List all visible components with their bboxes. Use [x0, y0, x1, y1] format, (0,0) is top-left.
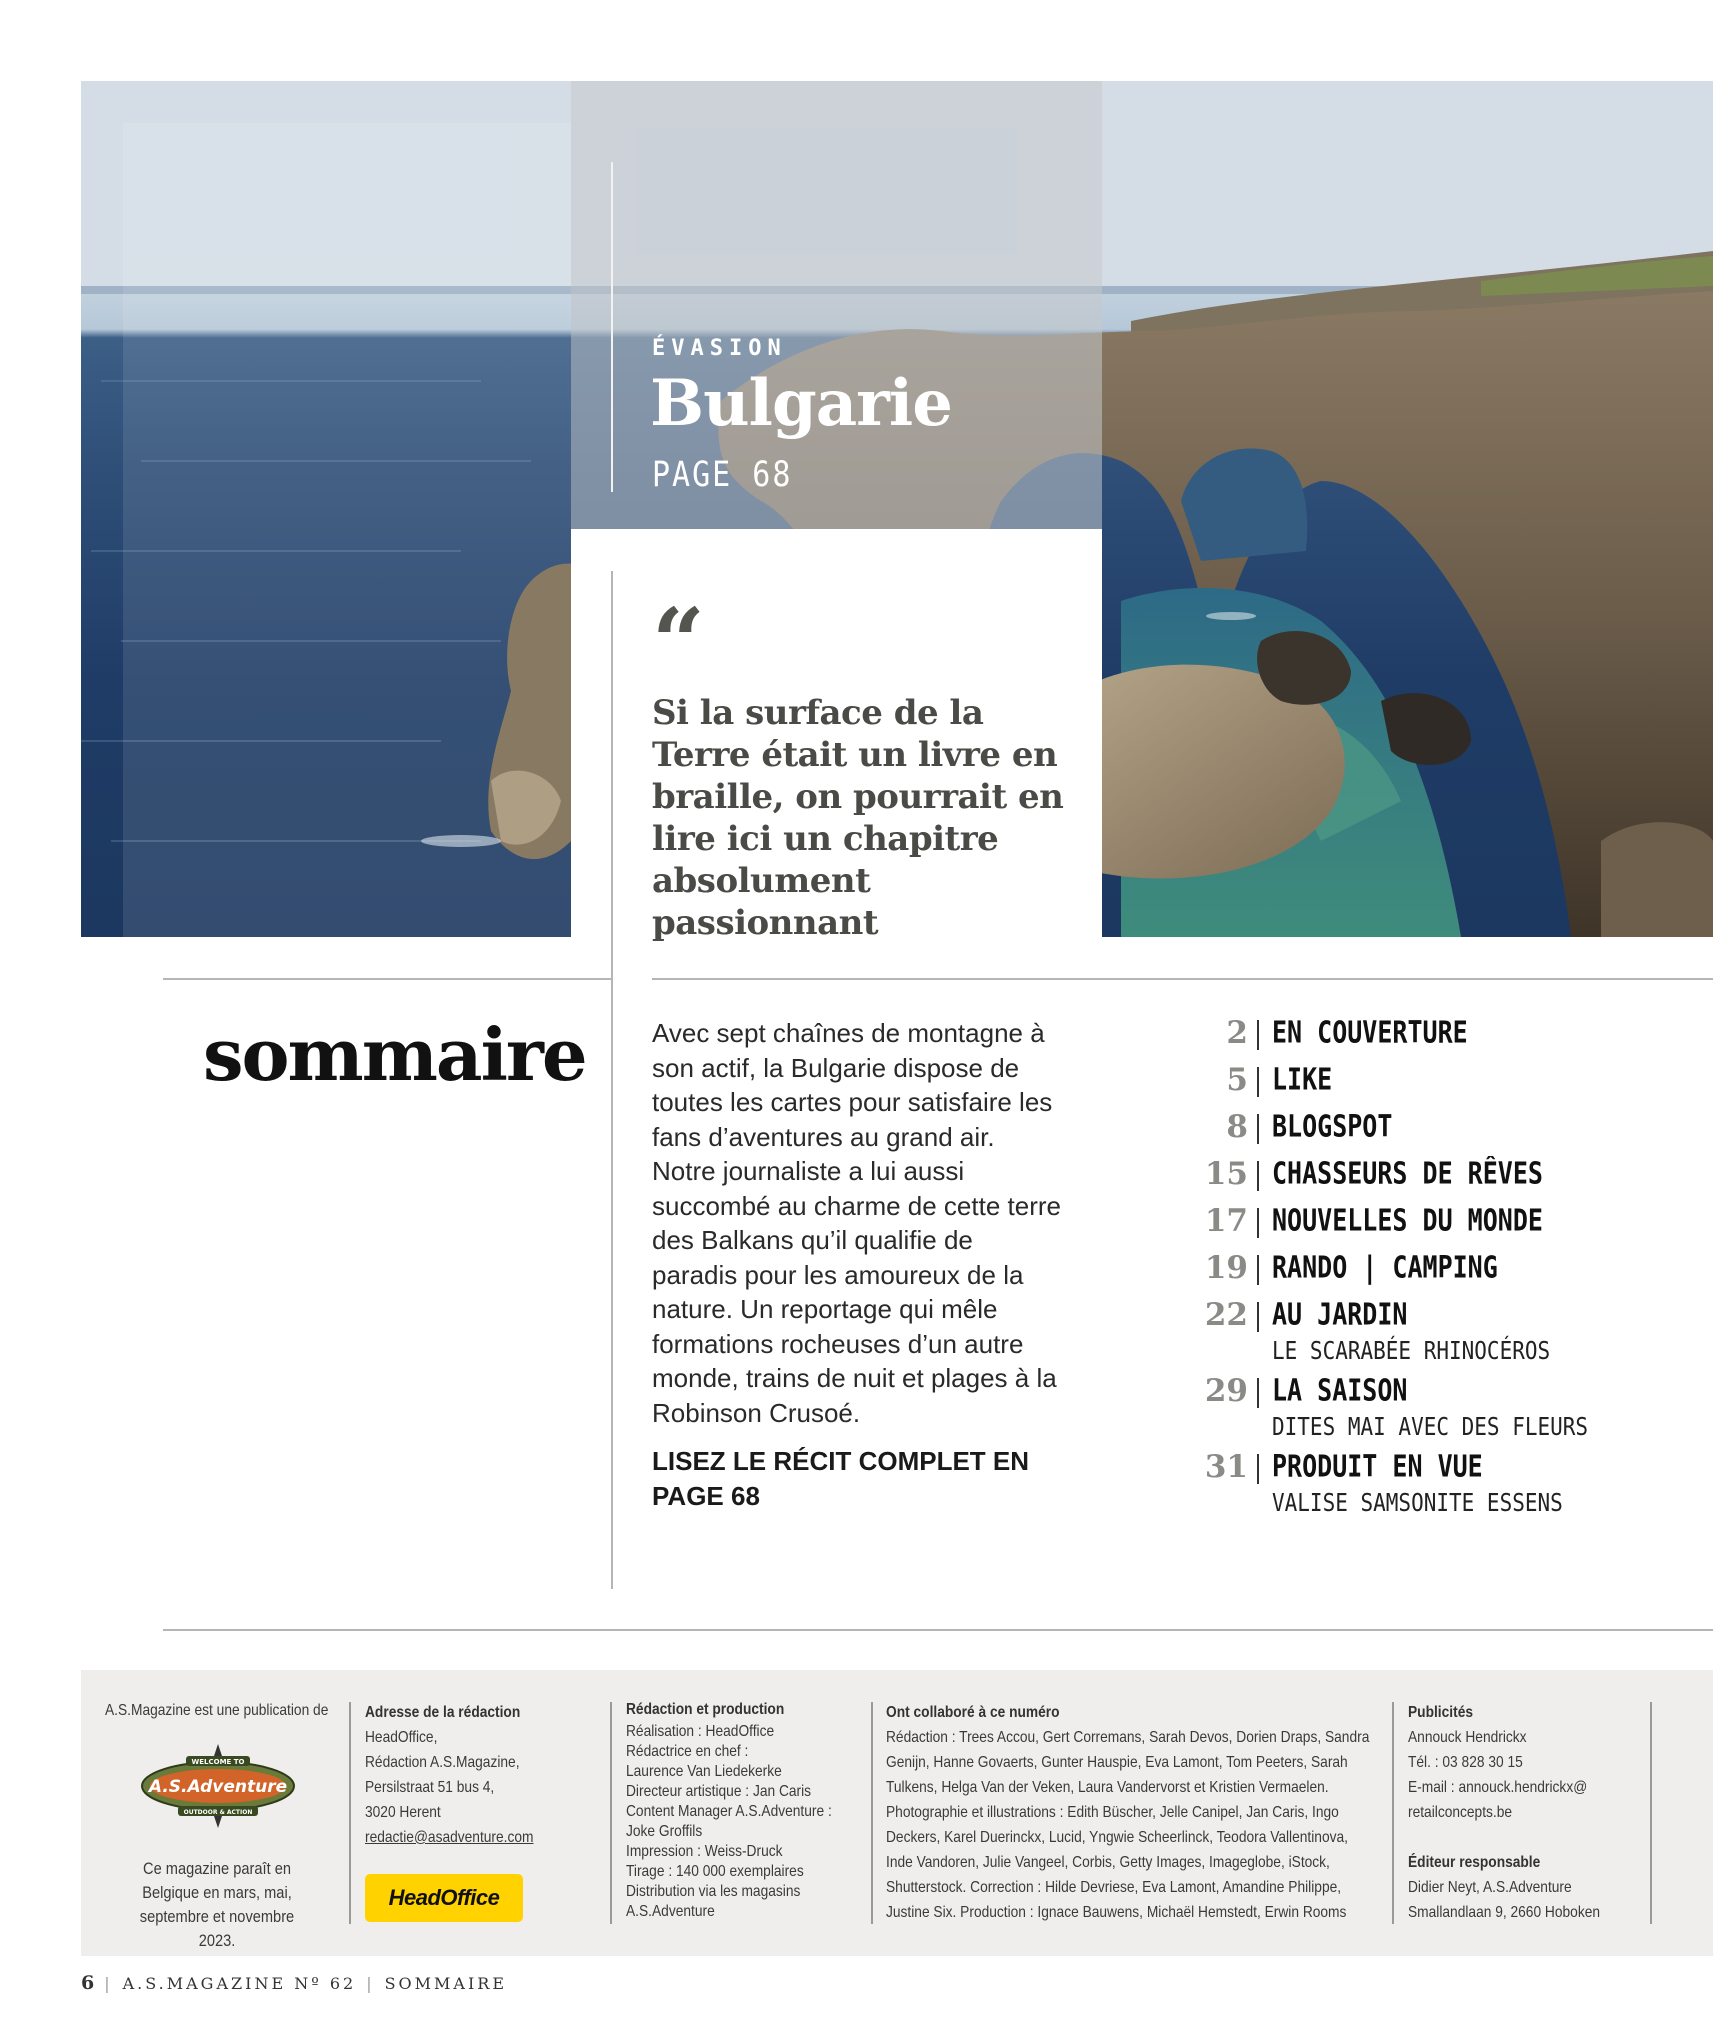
toc-separator [1257, 1208, 1259, 1238]
editor-line: Smallandlaan 9, 2660 Hoboken [1408, 1904, 1601, 1921]
address-line: Persilstraat 51 bus 4, [365, 1779, 495, 1796]
contributors-heading: Ont collaboré à ce numéro [886, 1704, 1060, 1721]
ads-line: Annouck Hendrickx [1408, 1729, 1527, 1746]
contributors-credits [886, 1700, 1369, 1925]
title-divider [611, 162, 613, 492]
page-number: 6 [81, 1972, 95, 1994]
page-title: sommaire [203, 1012, 586, 1097]
ads-heading: Publicités [1408, 1704, 1473, 1721]
toc-entry[interactable] [1180, 1296, 1700, 1366]
toc-label: CHASSEURS DE RÊVES [1272, 1156, 1543, 1191]
section-divider [163, 978, 611, 980]
colophon-divider [871, 1702, 873, 1924]
toc-page-number: 2 [1226, 1015, 1248, 1051]
editorial-email-link[interactable]: redactie@asadventure.com [365, 1829, 534, 1846]
contributors-line: Justine Six. Production : Ignace Bauwens, Michaël Hemstedt, Erwin Rooms [886, 1904, 1347, 1921]
ads-email[interactable]: E-mail : annouck.hendrickx@ [1408, 1779, 1588, 1796]
toc-label: RANDO | CAMPING [1272, 1250, 1498, 1285]
production-heading: Rédaction et production [626, 1701, 785, 1718]
toc-entry[interactable] [1180, 1202, 1700, 1240]
toc-page-number: 15 [1204, 1156, 1248, 1192]
hero-photo-overlay [123, 123, 571, 937]
contributors-line: Rédaction : Trees Accou, Gert Corremans, Sarah Devos, Dorien Draps, Sandra [886, 1729, 1370, 1746]
toc-page-number: 5 [1226, 1062, 1248, 1098]
toc-sublabel: VALISE SAMSONITE ESSENS [1272, 1488, 1563, 1518]
toc-page-number: 31 [1204, 1449, 1248, 1485]
toc-entry[interactable] [1180, 1061, 1700, 1099]
toc-separator [1257, 1255, 1259, 1285]
colophon-divider [1392, 1702, 1394, 1924]
svg-text:OUTDOOR & ACTION: OUTDOOR & ACTION [183, 1809, 253, 1816]
toc-label: LA SAISON [1272, 1373, 1408, 1408]
as-adventure-logo [138, 1740, 298, 1832]
read-more-link[interactable]: LISEZ LE RÉCIT COMPLET EN PAGE 68 [652, 1446, 1030, 1511]
toc-label: BLOGSPOT [1272, 1109, 1393, 1144]
toc-page-number: 17 [1204, 1203, 1248, 1239]
editorial-address [365, 1700, 533, 1850]
toc-entry[interactable] [1180, 1155, 1700, 1193]
toc-page-number: 22 [1204, 1297, 1248, 1333]
feature-page-ref: PAGE 68 [652, 455, 793, 496]
toc-entry[interactable] [1180, 1014, 1700, 1052]
feature-title: Bulgarie [650, 366, 952, 441]
feature-title-panel [571, 81, 1102, 529]
contributors-line: Tulkens, Helga Van der Veken, Laura Vandervorst et Kristien Vermaelen. [886, 1779, 1329, 1796]
svg-text:WELCOME TO: WELCOME TO [191, 1758, 245, 1766]
toc-label: PRODUIT EN VUE [1272, 1449, 1483, 1484]
address-line: HeadOffice, [365, 1729, 438, 1746]
toc-separator [1257, 1161, 1259, 1191]
production-line: Réalisation : HeadOffice [626, 1723, 775, 1740]
toc-label: NOUVELLES DU MONDE [1272, 1203, 1543, 1238]
headoffice-logo: HeadOffice [365, 1874, 523, 1922]
toc-sublabel: DITES MAI AVEC DES FLEURS [1272, 1412, 1589, 1442]
publisher-intro: A.S.Magazine est une publication de [105, 1702, 329, 1719]
toc-separator [1257, 1302, 1259, 1332]
production-line: Joke Groffils [626, 1823, 703, 1840]
production-credits [626, 1700, 832, 1922]
colophon-divider [610, 1702, 612, 1924]
svg-text:A.S.Adventure: A.S.Adventure [148, 1777, 288, 1797]
toc-page-number: 8 [1226, 1109, 1248, 1145]
ads-email[interactable]: retailconcepts.be [1408, 1804, 1513, 1821]
colophon-divider [1650, 1702, 1652, 1924]
toc-page-number: 19 [1204, 1250, 1248, 1286]
contributors-line: Deckers, Karel Duerinckx, Lucid, Yngwie Scheerlinck, Teodora Vallentinova, [886, 1829, 1348, 1846]
production-line: Distribution via les magasins [626, 1883, 801, 1900]
toc-separator [1257, 1067, 1259, 1097]
toc-label: EN COUVERTURE [1272, 1015, 1468, 1050]
production-line: Laurence Van Liedekerke [626, 1763, 782, 1780]
page-footer: 6 | A.S.MAGAZINE Nº 62 | SOMMAIRE [81, 1972, 508, 1994]
contributors-line: Inde Vandoren, Julie Vangeel, Corbis, Getty Images, Imageglobe, iStock, [886, 1854, 1330, 1871]
publication-schedule: Ce magazine paraît en Belgique en mars, mai, septembre et novembre 2023. [139, 1859, 295, 1950]
production-line: Content Manager A.S.Adventure : [626, 1803, 832, 1820]
contributors-line: Genijn, Hanne Govaerts, Gunter Hauspie, Eva Lamont, Tom Peeters, Sarah [886, 1754, 1348, 1771]
toc-separator [1257, 1020, 1259, 1050]
address-heading: Adresse de la rédaction [365, 1704, 521, 1721]
editor-line: Didier Neyt, A.S.Adventure [1408, 1879, 1572, 1896]
magazine-issue: A.S.MAGAZINE Nº 62 [122, 1974, 357, 1993]
section-name: SOMMAIRE [384, 1974, 508, 1993]
section-divider [163, 1629, 1713, 1631]
table-of-contents [1180, 1014, 1700, 1518]
ads-line: Tél. : 03 828 30 15 [1408, 1754, 1523, 1771]
section-divider [652, 978, 1713, 980]
pull-quote-text: Si la surface de la Terre était un livre en braille, on pourrait en lire ici un chapitre absolument passionnant [652, 693, 1064, 943]
contributors-line: Shutterstock. Correction : Hilde Devriese, Eva Lamont, Amandine Philippe, [886, 1879, 1342, 1896]
address-line: Rédaction A.S.Magazine, [365, 1754, 520, 1771]
production-line: Rédactrice en chef : [626, 1743, 749, 1760]
toc-page-number: 29 [1204, 1373, 1248, 1409]
quotation-mark-icon: “ [652, 588, 705, 696]
toc-label: AU JARDIN [1272, 1297, 1408, 1332]
address-line: 3020 Herent [365, 1804, 441, 1821]
colophon-divider [349, 1702, 351, 1924]
toc-entry[interactable] [1180, 1372, 1700, 1442]
toc-separator [1257, 1454, 1259, 1484]
toc-separator [1257, 1378, 1259, 1408]
production-line: Tirage : 140 000 exemplaires [626, 1863, 804, 1880]
production-line: Directeur artistique : Jan Caris [626, 1783, 812, 1800]
toc-separator [1257, 1114, 1259, 1144]
toc-entry[interactable] [1180, 1448, 1700, 1518]
production-line: A.S.Adventure [626, 1903, 715, 1920]
toc-entry[interactable] [1180, 1108, 1700, 1146]
advertising-contact [1408, 1700, 1600, 1925]
toc-sublabel: LE SCARABÉE RHINOCÉROS [1272, 1336, 1551, 1366]
feature-summary: Avec sept chaînes de montagne à son actif, la Bulgarie dispose de toutes les cartes pour satisfaire les fans d’aventures au grand air. Notre journaliste a lui aussi succombé au charme de cette terre des Balkans qu’il qualifie de paradis pour les amoureux de la nature. Un reportage qui mêle formations rocheuses d’un autre monde, trains de nuit et plages à la Robinson Crusoé. [652, 1018, 1061, 1428]
toc-entry[interactable] [1180, 1249, 1700, 1287]
editor-heading: Éditeur responsable [1408, 1854, 1541, 1871]
production-line: Impression : Weiss-Druck [626, 1843, 783, 1860]
feature-kicker: ÉVASION [652, 336, 787, 361]
toc-label: LIKE [1272, 1062, 1333, 1097]
column-divider [611, 571, 613, 1589]
contributors-line: Photographie et illustrations : Edith Büscher, Jelle Canipel, Jan Caris, Ingo [886, 1804, 1339, 1821]
